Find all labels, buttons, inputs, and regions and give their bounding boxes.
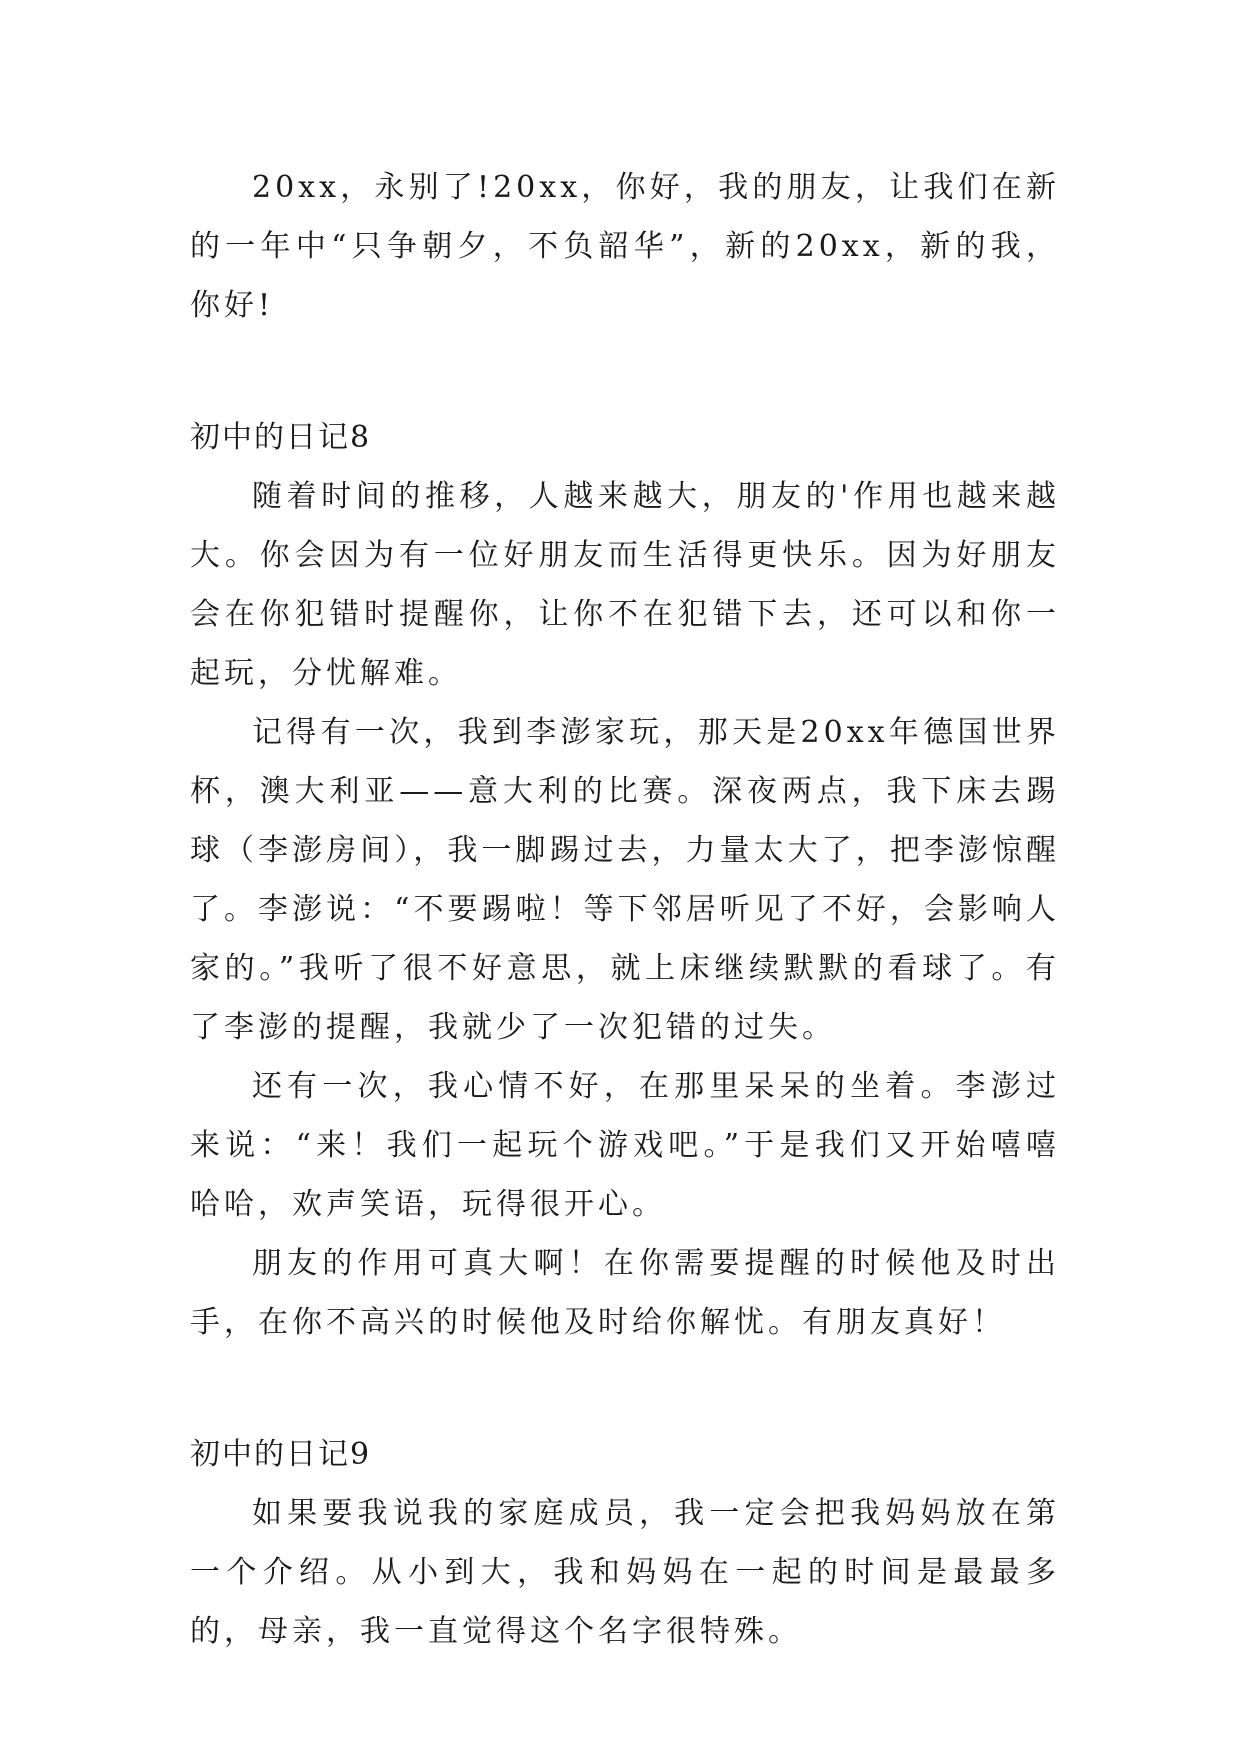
section-paragraph: 还有一次，我心情不好，在那里呆呆的坐着。李澎过来说：“来！我们一起玩个游戏吧。”于是我们又开始嘻嘻哈哈，欢声笑语，玩得很开心。 — [190, 1069, 1060, 1222]
diary-section-8 — [190, 408, 1060, 1352]
diary-section-9 — [190, 1425, 1060, 1661]
section-paragraph: 朋友的作用可真大啊！在你需要提醒的时候他及时出手，在你不高兴的时候他及时给你解忧。有朋友真好！ — [190, 1246, 1060, 1340]
section-gap — [190, 1352, 1060, 1425]
intro-paragraph: 20xx，永别了!20xx，你好，我的朋友，让我们在新的一年中“只争朝夕，不负韶华”，新的20xx，新的我，你好! — [190, 170, 1060, 323]
section-heading: 初中的日记8 — [190, 420, 372, 455]
section-heading: 初中的日记9 — [190, 1437, 372, 1472]
section-paragraph: 如果要我说我的家庭成员，我一定会把我妈妈放在第一个介绍。从小到大，我和妈妈在一起的时间是最最多的，母亲，我一直觉得这个名字很特殊。 — [190, 1496, 1060, 1649]
section-paragraph: 记得有一次，我到李澎家玩，那天是20xx年德国世界杯，澳大利亚——意大利的比赛。深夜两点，我下床去踢球（李澎房间），我一脚踢过去，力量太大了，把李澎惊醒了。李澎说：“不要踢啦！等下邻居听见了不好，会影响人家的。”我听了很不好意思，就上床继续默默的看球了。有了李澎的提醒，我就少了一次犯错的过失。 — [190, 715, 1060, 1045]
document-page — [190, 158, 1060, 1661]
section-paragraph: 随着时间的推移，人越来越大，朋友的'作用也越来越大。你会因为有一位好朋友而生活得更快乐。因为好朋友会在你犯错时提醒你，让你不在犯错下去，还可以和你一起玩，分忧解难。 — [190, 479, 1060, 691]
section-gap — [190, 335, 1060, 408]
